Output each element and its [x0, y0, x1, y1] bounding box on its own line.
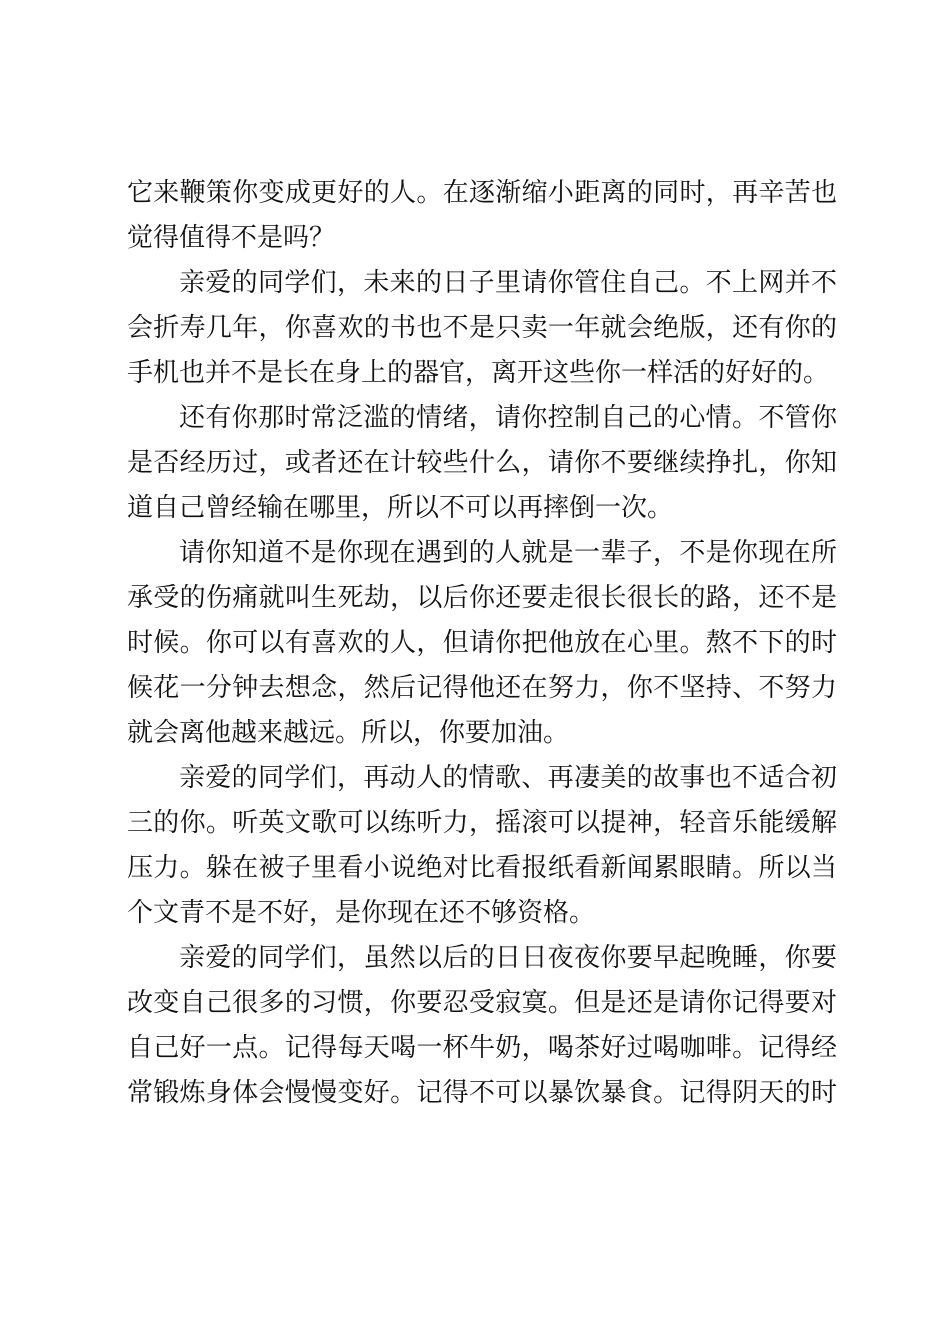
text-line: 承受的伤痛就叫生死劫，以后你还要走很长很长的路，还不是 — [127, 583, 837, 613]
text-line: 时候。你可以有喜欢的人，但请你把他放在心里。熬不下的时 — [127, 628, 837, 658]
paragraph-first-line: 亲爱的同学们，未来的日子里请你管住自己。不上网并不 — [179, 268, 837, 298]
text-line: 候花一分钟去想念，然后记得他还在努力，你不坚持、不努力 — [127, 673, 837, 703]
document-body — [127, 171, 837, 1116]
text-line: 是否经历过，或者还在计较些什么，请你不要继续挣扎，你知 — [127, 448, 837, 478]
text-line: 手机也并不是长在身上的器官，离开这些你一样活的好好的。 — [127, 358, 830, 388]
text-line: 道自己曾经输在哪里，所以不可以再摔倒一次。 — [127, 493, 674, 523]
paragraph-first-line: 还有你那时常泛滥的情绪，请你控制自己的心情。不管你 — [179, 403, 837, 433]
text-line: 压力。躲在被子里看小说绝对比看报纸看新闻累眼睛。所以当 — [127, 853, 837, 883]
text-line: 常锻炼身体会慢慢变好。记得不可以暴饮暴食。记得阴天的时 — [127, 1078, 837, 1108]
text-line: 三的你。听英文歌可以练听力，摇滚可以提神，轻音乐能缓解 — [127, 808, 837, 838]
paragraph-first-line: 请你知道不是你现在遇到的人就是一辈子，不是你现在所 — [179, 538, 837, 568]
text-line: 个文青不是不好，是你现在还不够资格。 — [127, 898, 596, 928]
text-line: 就会离他越来越远。所以，你要加油。 — [127, 718, 570, 748]
text-line: 觉得值得不是吗？ — [127, 223, 336, 253]
text-line: 会折寿几年，你喜欢的书也不是只卖一年就会绝版，还有你的 — [127, 313, 837, 343]
text-line: 改变自己很多的习惯，你要忍受寂寞。但是还是请你记得要对 — [127, 988, 837, 1018]
text-line: 它来鞭策你变成更好的人。在逐渐缩小距离的同时，再辛苦也 — [127, 178, 837, 208]
paragraph-first-line: 亲爱的同学们，虽然以后的日日夜夜你要早起晚睡，你要 — [179, 943, 837, 973]
paragraph-first-line: 亲爱的同学们，再动人的情歌、再凄美的故事也不适合初 — [179, 763, 837, 793]
text-line: 自己好一点。记得每天喝一杯牛奶，喝茶好过喝咖啡。记得经 — [127, 1033, 837, 1063]
